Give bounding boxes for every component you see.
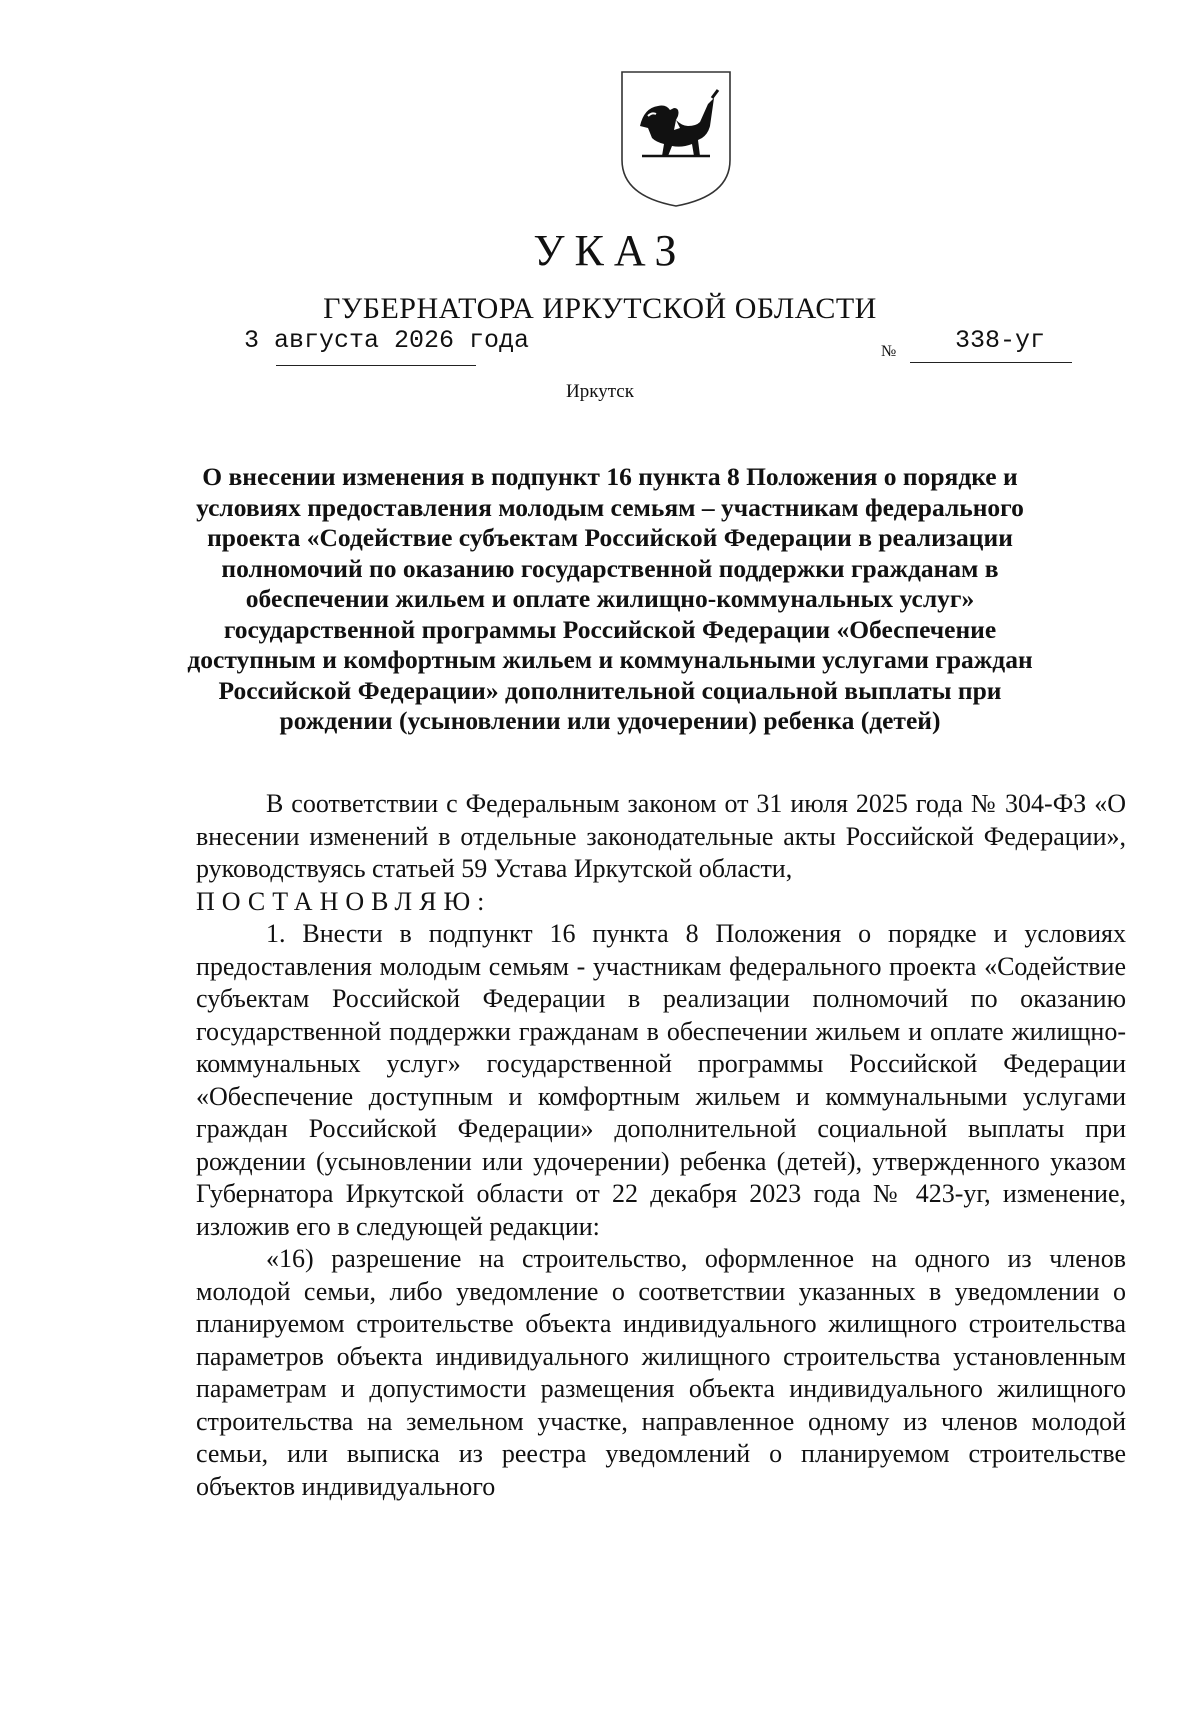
item-1-paragraph: 1. Внести в подпункт 16 пункта 8 Положения о порядке и условиях предоставления молодым семьям - участникам федерального проекта «Содействие субъектам Российской Федерации в реализации полномочий по оказанию государственной поддержки гражданам в обеспечении жильем и оплате жилищно-коммунальных услуг» государственной программы Российской Федерации «Обеспечение доступным и комфортным жильем и коммунальными услугами граждан Российской Федерации» дополнительной социальной выплаты при рождении (усыновлении или удочерении) ребенка (детей), утвержденного указом Губернатора Иркутской области от 22 декабря 2023 года № 423-уг, изменение, изложив его в следующей редакции: — [196, 919, 1126, 1241]
decree-word: ПОСТАНОВЛЯЮ: — [196, 886, 492, 916]
document-heading: О внесении изменения в подпункт 16 пункта 8 Положения о порядке и условиях предоставления молодым семьям – участникам федерального проекта «Содействие субъектам Российской Федерации в реализации полномочий по оказанию государственной поддержки гражданам в обеспечении жильем и оплате жилищно-коммунальных услуг» государственной программы Российской Федерации «Обеспечение доступным и комфортным жильем и коммунальными услугами граждан Российской Федерации» дополнительной социальной выплаты при рождении (усыновлении или удочерении) ребенка (детей) — [187, 462, 1033, 735]
irkutsk-coat-of-arms-icon — [618, 68, 734, 210]
date-underline — [276, 365, 476, 366]
document-number: 338-уг — [955, 326, 1046, 355]
document-date: 3 августа 2026 года — [244, 326, 530, 355]
document-title: УКАЗ — [533, 226, 687, 275]
item-16-paragraph: «16) разрешение на строительство, оформленное на одного из членов молодой семьи, либо уведомление о соответствии указанных в уведомлении о планируемом строительстве объекта индивидуального жилищного строительства параметров объекта индивидуального жилищного строительства установленным параметрам и допустимости размещения объекта индивидуального жилищного строительства на земельном участке, направленное одному из членов молодой семьи, или выписка из реестра уведомлений о планируемом строительстве объектов индивидуального — [196, 1244, 1126, 1501]
number-underline — [910, 362, 1072, 363]
preamble-paragraph: В соответствии с Федеральным законом от 31 июля 2025 года № 304-ФЗ «О внесении изменений в отдельные законодательные акты Российской Федерации», руководствуясь статьей 59 Устава Иркутской области, — [196, 789, 1126, 883]
number-sign: № — [881, 343, 897, 360]
document-subtitle: ГУБЕРНАТОРА ИРКУТСКОЙ ОБЛАСТИ — [323, 292, 877, 325]
document-city: Иркутск — [566, 381, 634, 402]
document-body — [196, 788, 1126, 1503]
